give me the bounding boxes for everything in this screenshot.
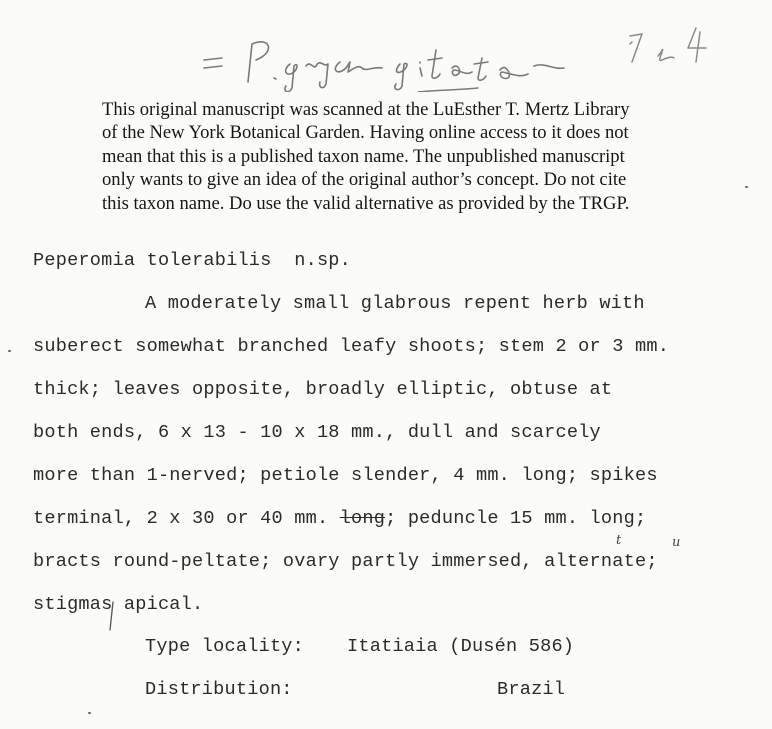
description-line: both ends, 6 x 13 - 10 x 18 mm., dull and scarcely xyxy=(33,422,601,443)
notice-line: This original manuscript was scanned at the LuEsther T. Mertz Library xyxy=(102,99,630,120)
distribution-label: Distribution: xyxy=(145,679,293,700)
description-text: ; peduncle 15 mm. long; xyxy=(385,508,647,529)
description-line: bracts round-peltate; ovary partly immersed, alternate; xyxy=(33,551,658,572)
type-locality-value: Itatiaia (Dusén 586) xyxy=(347,636,575,657)
svg-text:7/64: 7/64 xyxy=(630,88,632,89)
notice-line: of the New York Botanical Garden. Having online access to it does not xyxy=(102,122,629,144)
description-line: A moderately small glabrous repent herb with xyxy=(145,293,645,314)
distribution-value: Brazil xyxy=(497,679,566,700)
description-line xyxy=(33,508,646,529)
svg-text:= P. gagrantitata: = P. gagrantitata xyxy=(250,88,257,89)
notice-line: only wants to give an idea of the original author’s concept. Do not cite xyxy=(102,169,627,191)
manuscript-correction-strokes xyxy=(100,598,700,638)
type-locality-label: Type locality: xyxy=(145,636,305,657)
description-line: suberect somewhat branched leafy shoots; stem 2 or 3 mm. xyxy=(33,336,670,357)
description-line: stigmas apical. xyxy=(33,594,204,615)
stigma-correction-stroke xyxy=(110,602,113,630)
paper-speck xyxy=(745,186,748,188)
description-line: thick; leaves opposite, broadly elliptic, obtuse at xyxy=(33,379,613,400)
description-line: more than 1-nerved; petiole slender, 4 mm. long; spikes xyxy=(33,465,658,486)
species-title: Peperomia tolerabilis n.sp. xyxy=(33,250,352,271)
struck-word: long xyxy=(339,508,386,529)
correction-mark: u xyxy=(672,535,681,550)
notice-line: this taxon name. Do use the valid alternative as provided by the TRGP. xyxy=(102,192,630,214)
notice-line: mean that this is a published taxon name. The unpublished manuscript xyxy=(102,145,625,167)
correction-mark: t xyxy=(616,533,622,548)
paper-speck xyxy=(8,350,11,352)
paper-speck xyxy=(88,712,91,714)
description-text: terminal, 2 x 30 or 40 mm. xyxy=(33,508,340,529)
